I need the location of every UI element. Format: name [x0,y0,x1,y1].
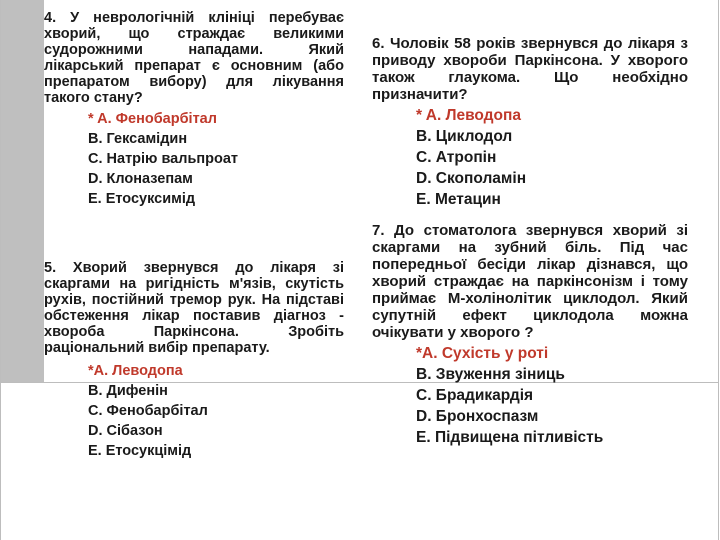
answer-7c: C. Брадикардія [416,387,534,404]
answer-4d: D. Клоназепам [88,171,193,187]
question-6-answers [416,105,688,210]
question-6-text: 6. Чоловік 58 років звернувся до лікаря з приводу хвороби Паркінсона. У хворого також глаукома. Що необхідно призначити? [372,35,688,103]
question-7-answers [416,343,688,448]
question-7-text: 7. До стоматолога звернувся хворий зі скаргами на зубний біль. Під час попередньої бесіди лікар дізнався, що хворий страждає на паркінсонізм і тому приймає М-холінолітик циклодол. Який супутній ефект циклодола можна очікувати у хворого ? [372,222,688,341]
answer-5c: C. Фенобарбітал [88,403,208,419]
answer-7e: E. Підвищена пітливість [416,429,604,446]
answer-4a: * A. Фенобарбітал [88,111,217,127]
answer-4b: B. Гексамідин [88,131,188,147]
answer-6b: B. Циклодол [416,128,513,145]
answer-5e: E. Етосукцімід [88,443,192,459]
answer-7a: *A. Сухість у роті [416,345,549,362]
answer-4c: C. Натрію вальпроат [88,151,239,167]
question-4-text: 4. У неврологічній клініці перебуває хворий, що страждає великими судорожними нападами. Який лікарський препарат є основним (або препаратом вибору) для лікування такого стану? [44,10,344,106]
question-5 [44,260,344,461]
answer-5b: B. Дифенін [88,383,168,399]
question-4 [44,10,344,209]
question-5-text: 5. Хворий звернувся до лікаря зі скаргами на ригідність м'язів, скутість рухів, постійний тремор рук. На підставі обстеження лікар поставив діагноз - хвороба Паркінсона. Зробіть раціональний вибір препарату. [44,260,344,356]
question-5-answers [88,361,344,461]
left-frame-line [0,0,1,540]
answer-7d: D. Бронхоспазм [416,408,539,425]
question-7 [372,222,688,448]
question-6 [372,35,688,210]
answer-6c: C. Атропін [416,149,497,166]
answer-5a: *A. Леводопа [88,363,183,379]
question-4-answers [88,109,344,209]
right-frame-line [718,0,719,540]
answer-6e: E. Метацин [416,191,501,208]
left-accent-bar [0,0,44,382]
answer-6d: D. Скополамін [416,170,527,187]
answer-5d: D. Сібазон [88,423,163,439]
answer-7b: B. Звуження зіниць [416,366,565,383]
answer-4e: E. Етосуксимід [88,191,196,207]
answer-6a: * A. Леводопа [416,107,521,124]
